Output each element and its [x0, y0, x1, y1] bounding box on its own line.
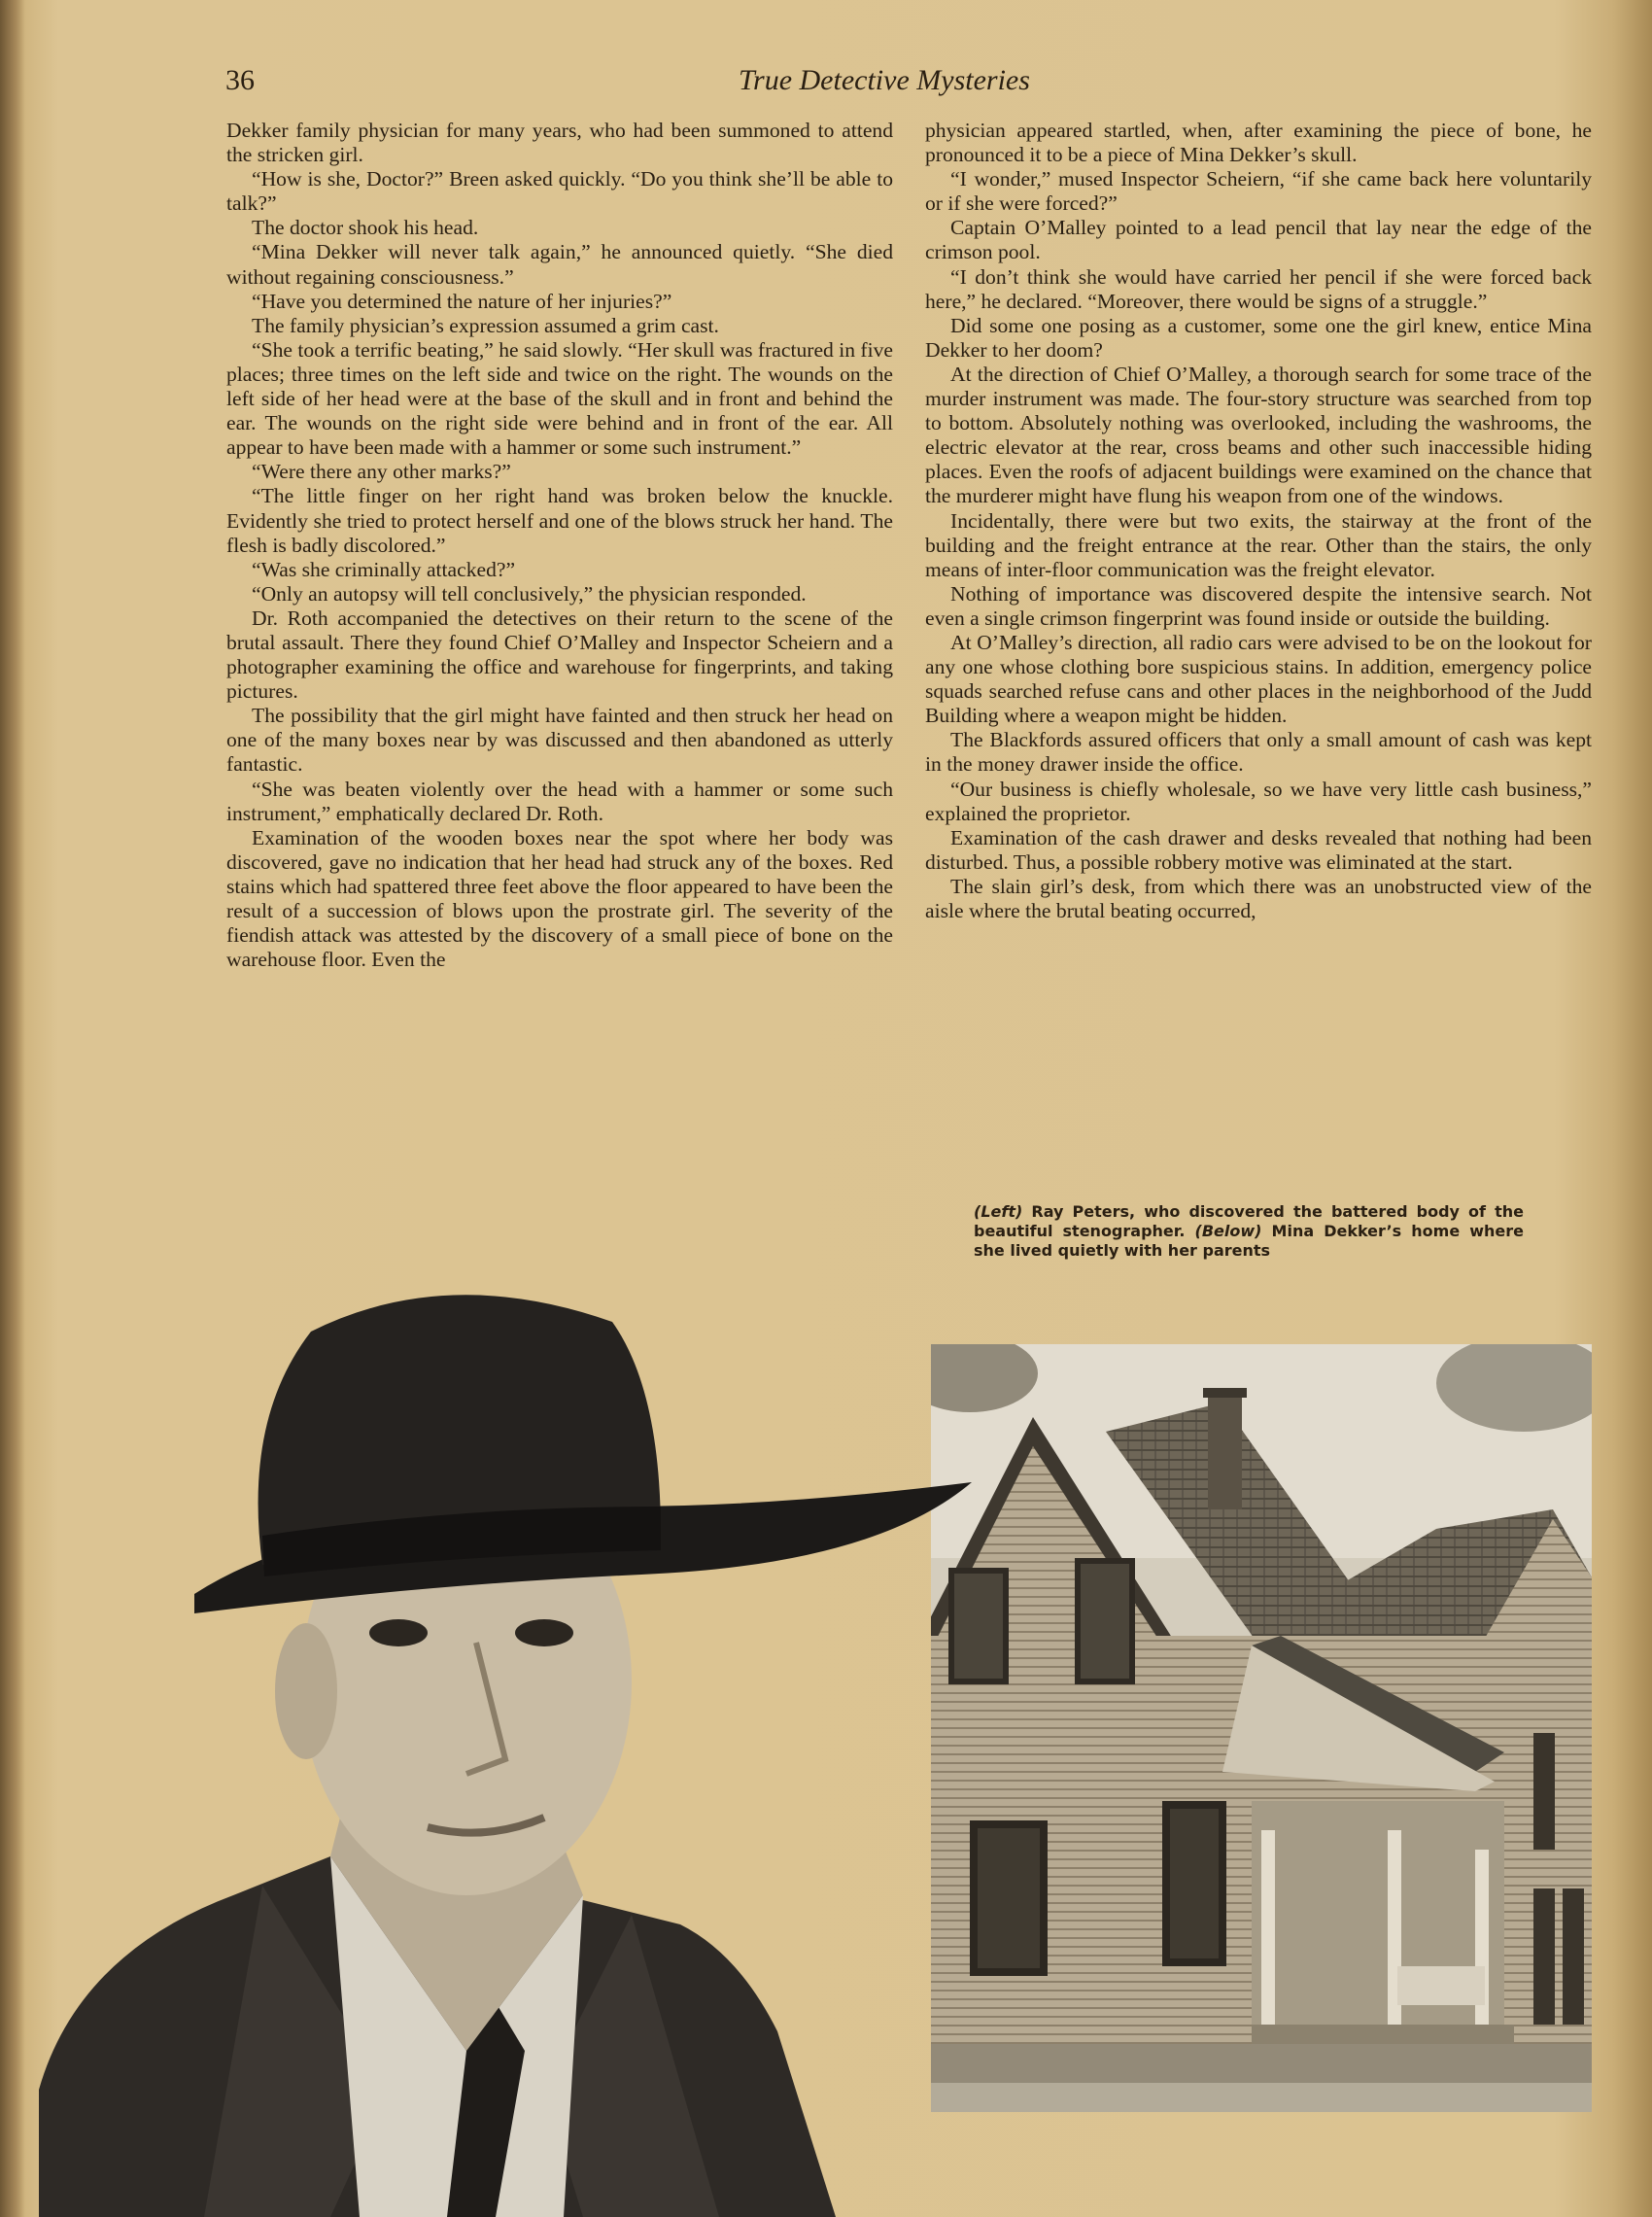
paragraph: The Blackfords assured officers that only a small amount of cash was kept in the money drawer inside the office. — [925, 728, 1592, 777]
article-column-right — [925, 119, 1592, 923]
page-number: 36 — [225, 64, 255, 96]
paragraph: Did some one posing as a customer, some one the girl knew, entice Mina Dekker to her doom? — [925, 313, 1592, 362]
paragraph: Dekker family physician for many years, who had been summoned to attend the stricken girl. — [226, 119, 893, 167]
paragraph: Incidentally, there were but two exits, the stairway at the front of the building and the freight entrance at the rear. Other than the stairs, the only means of inter-floor communication was the freight elevator. — [925, 508, 1592, 581]
paragraph: The possibility that the girl might have fainted and then struck her head on one of the many boxes near by was discussed and then abandoned as utterly fantastic. — [226, 704, 893, 777]
paragraph: “How is she, Doctor?” Breen asked quickly. “Do you think she’ll be able to talk?” — [226, 167, 893, 216]
caption-below-tag: (Below) — [1194, 1222, 1262, 1240]
paragraph: Dr. Roth accompanied the detectives on their return to the scene of the brutal assault. There they found Chief O’Malley and Inspector Scheiern and a photographer examining the office and warehouse for fingerprints, and taking pictures. — [226, 606, 893, 704]
paragraph: The slain girl’s desk, from which there was an unobstructed view of the aisle where the brutal beating occurred, — [925, 874, 1592, 922]
article-column-left — [226, 119, 893, 972]
paragraph: “Only an autopsy will tell conclusively,” the physician responded. — [252, 581, 807, 606]
paragraph: At the direction of Chief O’Malley, a thorough search for some trace of the murder instrument was made. The four-story structure was searched from top to bottom. Absolutely nothing was overlooked, including the washrooms, the electric elevator at the rear, cross beams and other such inaccessible hiding places. Even the roofs of adjacent buildings were examined on the chance that the murderer might have flung his weapon from one of the windows. — [925, 362, 1592, 508]
caption-left-tag: (Left) — [974, 1202, 1023, 1221]
photo-caption — [974, 1202, 1524, 1261]
paragraph: “I wonder,” mused Inspector Scheiern, “if she came back here voluntarily or if she were forced?” — [925, 167, 1592, 216]
magazine-title: True Detective Mysteries — [739, 64, 1030, 96]
paragraph: “Mina Dekker will never talk again,” he announced quietly. “She died without regaining consciousness.” — [226, 240, 893, 289]
paragraph: “She took a terrific beating,” he said slowly. “Her skull was fractured in five places; three times on the left side and twice on the right. The wounds on the left side of her head were at the base of the skull and in front and behind the ear. The wounds on the right side were behind and in front of the ear. All appear to have been made with a hammer or some such instrument.” — [226, 337, 893, 460]
paragraph: “Was she criminally attacked?” — [252, 557, 516, 581]
paragraph: “Have you determined the nature of her injuries?” — [252, 289, 672, 313]
paragraph: Captain O’Malley pointed to a lead pencil that lay near the edge of the crimson pool. — [925, 216, 1592, 264]
caption-below-text: Mina Dekker’s home where she lived quietly with her parents — [974, 1222, 1525, 1260]
paragraph: Examination of the wooden boxes near the spot where her body was discovered, gave no indication that her head had struck any of the boxes. Red stains which had spattered three feet above the floor appeared to have been the result of a succession of blows upon the prostrate girl. The severity of the fiendish attack was attested by the discovery of a small piece of bone on the warehouse floor. Even the — [226, 825, 893, 972]
caption-left-text: Ray Peters, who discovered the battered body of the beautiful stenographer. — [974, 1202, 1524, 1240]
man-portrait-photo — [39, 1215, 1050, 2217]
page-header — [225, 64, 1605, 103]
paragraph: At O’Malley’s direction, all radio cars were advised to be on the lookout for any one whose clothing bore suspicious stains. In addition, emergency police squads searched refuse cans and other places in the neighborhood of the Judd Building where a weapon might be hidden. — [925, 630, 1592, 728]
paragraph: physician appeared startled, when, after examining the piece of bone, he pronounced it to be a piece of Mina Dekker’s skull. — [925, 119, 1592, 167]
paragraph: “The little finger on her right hand was broken below the knuckle. Evidently she tried to protect herself and one of the blows struck her hand. The flesh is badly discolored.” — [226, 484, 893, 557]
paragraph: Nothing of importance was discovered despite the intensive search. Not even a single crimson fingerprint was found inside or outside the building. — [925, 581, 1592, 630]
paragraph: The family physician’s expression assumed a grim cast. — [252, 313, 719, 337]
paragraph: “I don’t think she would have carried her pencil if she were forced back here,” he declared. “Moreover, there would be signs of a struggle.” — [925, 264, 1592, 313]
paragraph: Examination of the cash drawer and desks revealed that nothing had been disturbed. Thus, a possible robbery motive was eliminated at the start. — [925, 825, 1592, 874]
paragraph: “Our business is chiefly wholesale, so we have very little cash business,” explained the proprietor. — [925, 777, 1592, 825]
binding-spine — [0, 0, 25, 2217]
paragraph: The doctor shook his head. — [252, 216, 479, 240]
paragraph: “She was beaten violently over the head with a hammer or some such instrument,” emphatically declared Dr. Roth. — [226, 777, 893, 825]
paragraph: “Were there any other marks?” — [252, 460, 511, 484]
